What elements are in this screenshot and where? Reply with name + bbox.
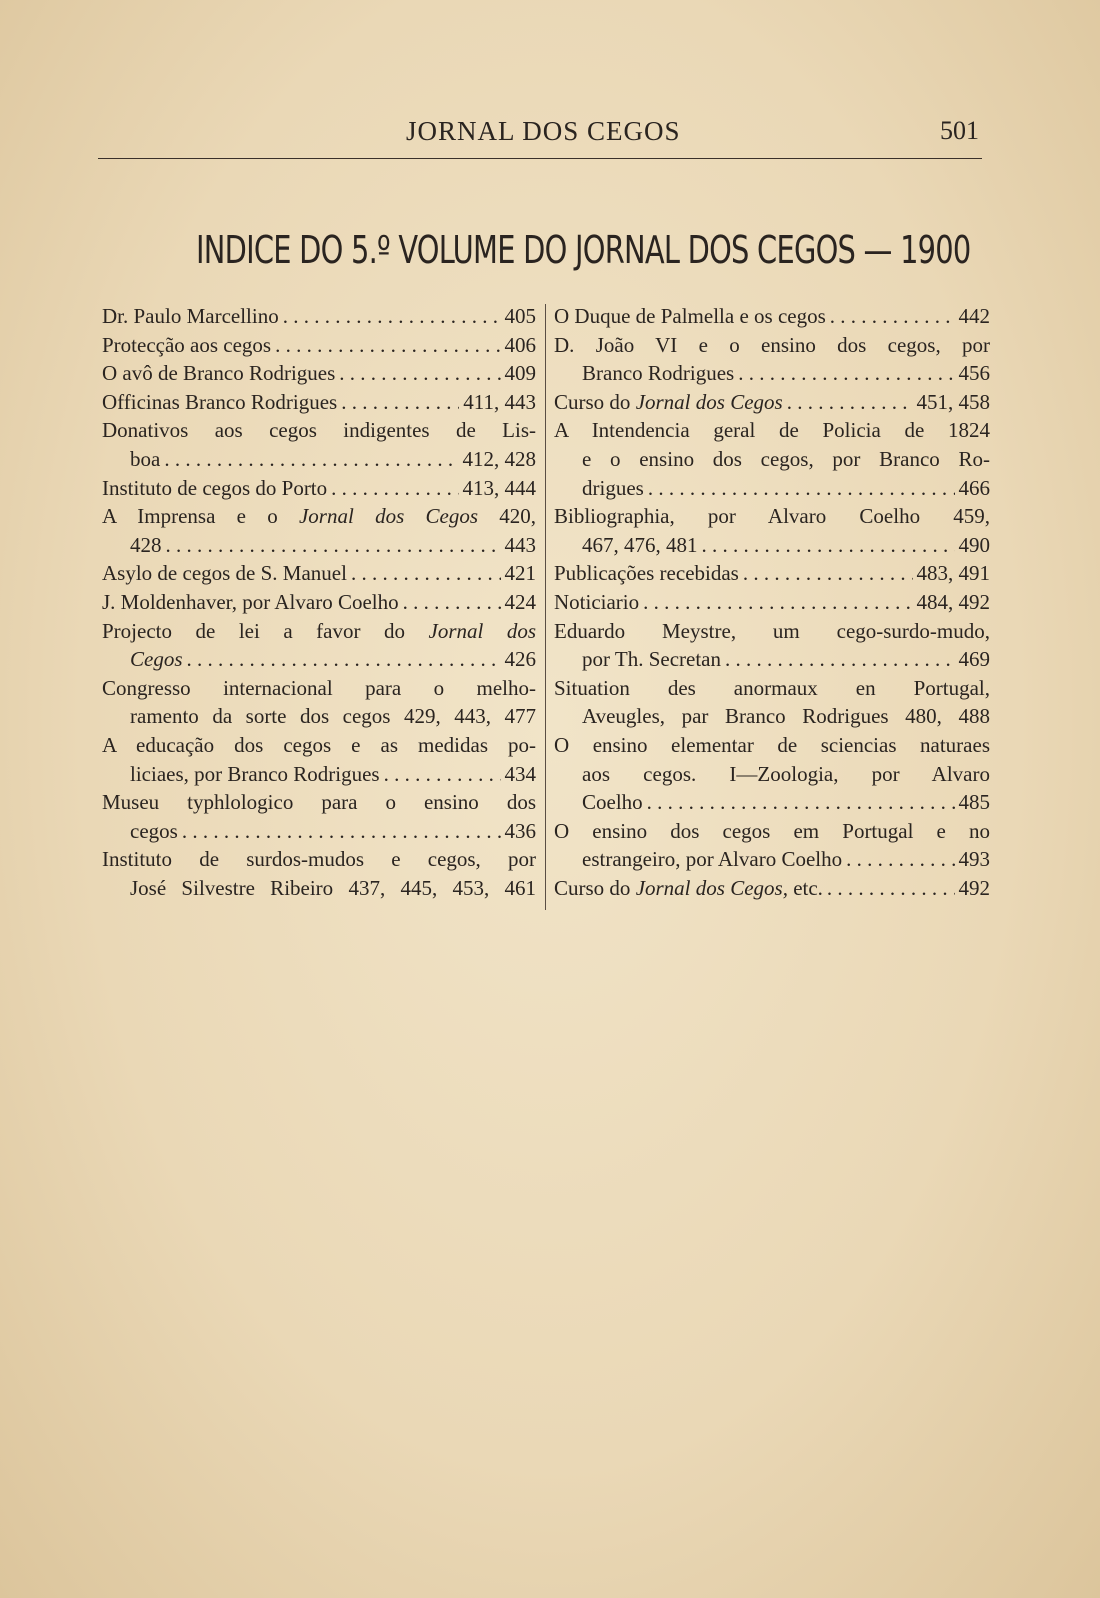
page-ref: 409 [504, 361, 536, 386]
entry-text: O ensino elementar de sciencias naturaes [554, 732, 990, 757]
entry-text: O ensino dos cegos em Portugal e no [554, 818, 990, 843]
index-entry-line [102, 331, 536, 360]
entry-text-part: etc. [787, 875, 823, 900]
leader-dots [187, 645, 501, 674]
entry-text: Coelho [582, 790, 643, 815]
entry-text: cegos [130, 818, 178, 843]
index-entry-line [102, 845, 536, 874]
index-entry-line [554, 416, 990, 445]
index-entry-line [554, 588, 990, 617]
entry-text-part: A Imprensa e o [102, 504, 299, 529]
index-entry-line [554, 359, 990, 388]
italic-title: Jornal dos Cegos [298, 504, 478, 529]
entry-text: por Th. Secretan [582, 647, 721, 672]
entry-text: 428 [130, 532, 162, 557]
index-entry-line [554, 845, 990, 874]
entry-text: Dr. Paulo Marcellino [102, 304, 279, 328]
page-ref: 451, 458 [916, 389, 990, 414]
index-entry-line [102, 474, 536, 503]
entry-text [554, 874, 823, 903]
page-ref: 490 [958, 532, 990, 557]
page-ref: 436 [504, 818, 536, 843]
page-number: 501 [940, 116, 979, 145]
entry-text: Museu typhlologico para o ensino dos [102, 790, 536, 815]
entry-text: Noticiario [554, 589, 640, 614]
entry-text: Congresso internacional para o melho- [102, 675, 536, 700]
page-ref: 405 [504, 304, 536, 328]
page-ref: 406 [504, 332, 536, 357]
index-entry-line [554, 388, 990, 417]
index-entry-line [102, 502, 536, 531]
index-entry-line [102, 788, 536, 817]
leader-dots [341, 388, 459, 417]
leader-dots [827, 874, 955, 903]
italic-title: Jornal dos [428, 618, 537, 643]
leader-dots [166, 531, 501, 560]
entry-text-part: Curso do [554, 389, 636, 414]
index-entry-line [102, 760, 536, 789]
entry-text: Instituto de surdos-mudos e cegos, por [102, 847, 536, 872]
leader-dots [846, 845, 954, 874]
page-ref: 412, 428 [462, 446, 536, 471]
entry-text: boa [130, 446, 161, 471]
leader-dots [283, 302, 501, 331]
page-ref: 413, 444 [462, 475, 536, 500]
index-entry-line [102, 359, 536, 388]
entry-text-part: Projecto de lei a favor do [102, 618, 429, 643]
entry-text-part: Curso do [554, 875, 636, 900]
page-ref: 466 [958, 475, 990, 500]
index-entry-line [102, 731, 536, 760]
leader-dots [787, 388, 913, 417]
index-entry-line [554, 702, 990, 731]
entry-text: Bibliographia, por Alvaro Coelho 459, [554, 504, 990, 529]
page-ref: 493 [958, 847, 990, 872]
index-entry-line [554, 302, 990, 331]
index-entry-line [554, 531, 990, 560]
index-entry-line [554, 474, 990, 503]
entry-text-part: 420, [478, 504, 537, 529]
leader-dots [384, 760, 501, 789]
page-ref: 485 [958, 790, 990, 815]
index-entry-line [102, 817, 536, 846]
header-rule [98, 158, 982, 159]
page-ref: 426 [504, 647, 536, 672]
index-entry-line [102, 416, 536, 445]
entry-text: A Intendencia geral de Policia de 1824 [554, 418, 990, 443]
index-entry-line [554, 617, 990, 646]
journal-title: JORNAL DOS CEGOS [406, 116, 681, 146]
index-entry-line [102, 702, 536, 731]
page-ref: 456 [958, 361, 990, 386]
left-column [102, 302, 536, 902]
entry-text: e o ensino dos cegos, por Branco Ro- [582, 446, 990, 471]
leader-dots [830, 302, 955, 331]
leader-dots [647, 788, 955, 817]
index-entry-line [102, 531, 536, 560]
entry-text: Asylo de cegos de S. Manuel [102, 561, 347, 586]
index-entry-line [554, 817, 990, 846]
entry-text: Officinas Branco Rodrigues [102, 389, 338, 414]
index-entry-line [554, 502, 990, 531]
index-entry-line [102, 388, 536, 417]
entry-text: estrangeiro, por Alvaro Coelho [582, 847, 843, 872]
index-entry-line [554, 645, 990, 674]
entry-text: aos cegos. I—Zoologia, por Alvaro [582, 761, 990, 786]
leader-dots [702, 531, 955, 560]
leader-dots [403, 588, 501, 617]
index-entry-line [554, 445, 990, 474]
column-divider [545, 304, 546, 910]
entry-text: Branco Rodrigues [582, 361, 735, 386]
index-entry-line [102, 617, 536, 646]
leader-dots [648, 474, 955, 503]
entry-text: Cegos [130, 647, 183, 672]
running-head [0, 116, 1100, 156]
leader-dots [182, 817, 501, 846]
entry-text: Protecção aos cegos [102, 332, 272, 357]
italic-title: Jornal dos Cegos [635, 389, 783, 414]
index-entry-line [554, 331, 990, 360]
entry-text [102, 502, 536, 531]
entry-text: D. João VI e o ensino dos cegos, por [554, 332, 990, 357]
leader-dots [331, 474, 458, 503]
index-entry-line [102, 559, 536, 588]
page-ref: 492 [958, 875, 990, 900]
index-entry-line [102, 302, 536, 331]
page-ref: 434 [504, 761, 536, 786]
entry-text: Instituto de cegos do Porto [102, 475, 328, 500]
index-entry-line [554, 788, 990, 817]
entry-text: ramento da sorte dos cegos 429, 443, 477 [130, 704, 536, 729]
entry-text: Donativos aos cegos indigentes de Lis- [102, 418, 536, 443]
entry-text: José Silvestre Ribeiro 437, 445, 453, 461 [130, 875, 536, 900]
index-entry-line [102, 445, 536, 474]
entry-text: J. Moldenhaver, por Alvaro Coelho [102, 589, 399, 614]
entry-text: O Duque de Palmella e os cegos [554, 304, 826, 328]
leader-dots [339, 359, 500, 388]
leader-dots [351, 559, 501, 588]
right-column [554, 302, 990, 902]
index-entry-line [102, 588, 536, 617]
italic-title: Jornal dos Cegos, [635, 875, 788, 900]
leader-dots [743, 559, 913, 588]
index-entry-line [554, 760, 990, 789]
entry-text: 467, 476, 481 [582, 532, 698, 557]
index-entry-line [554, 731, 990, 760]
page-ref: 421 [504, 561, 536, 586]
index-entry-line [554, 559, 990, 588]
index-entry-line [554, 874, 990, 903]
leader-dots [643, 588, 912, 617]
index-entry-line [102, 674, 536, 703]
entry-text: drigues [582, 475, 644, 500]
entry-text: Aveugles, par Branco Rodrigues 480, 488 [582, 704, 990, 729]
entry-text [102, 617, 536, 646]
page-ref: 484, 492 [916, 589, 990, 614]
entry-text [554, 388, 783, 417]
page-ref: 442 [958, 304, 990, 328]
leader-dots [275, 331, 500, 360]
leader-dots [164, 445, 458, 474]
entry-text: Eduardo Meystre, um cego-surdo-mudo, [554, 618, 990, 643]
page-ref: 424 [504, 589, 536, 614]
index-title: INDICE DO 5.º VOLUME DO JORNAL DOS CEGOS — 1900 [196, 228, 971, 272]
entry-text: liciaes, por Branco Rodrigues [130, 761, 380, 786]
index-entry-line [102, 874, 536, 903]
index-entry-line [102, 645, 536, 674]
entry-text: A educação dos cegos e as medidas po- [102, 732, 536, 757]
entry-text: Publicações recebidas [554, 561, 739, 586]
page-ref: 411, 443 [463, 389, 536, 414]
page-ref: 469 [958, 647, 990, 672]
page-ref: 443 [504, 532, 536, 557]
leader-dots [725, 645, 955, 674]
page-ref: 483, 491 [916, 561, 990, 586]
entry-text: Situation des anormaux en Portugal, [554, 675, 990, 700]
index-entry-line [554, 674, 990, 703]
entry-text: O avô de Branco Rodrigues [102, 361, 336, 386]
leader-dots [738, 359, 954, 388]
